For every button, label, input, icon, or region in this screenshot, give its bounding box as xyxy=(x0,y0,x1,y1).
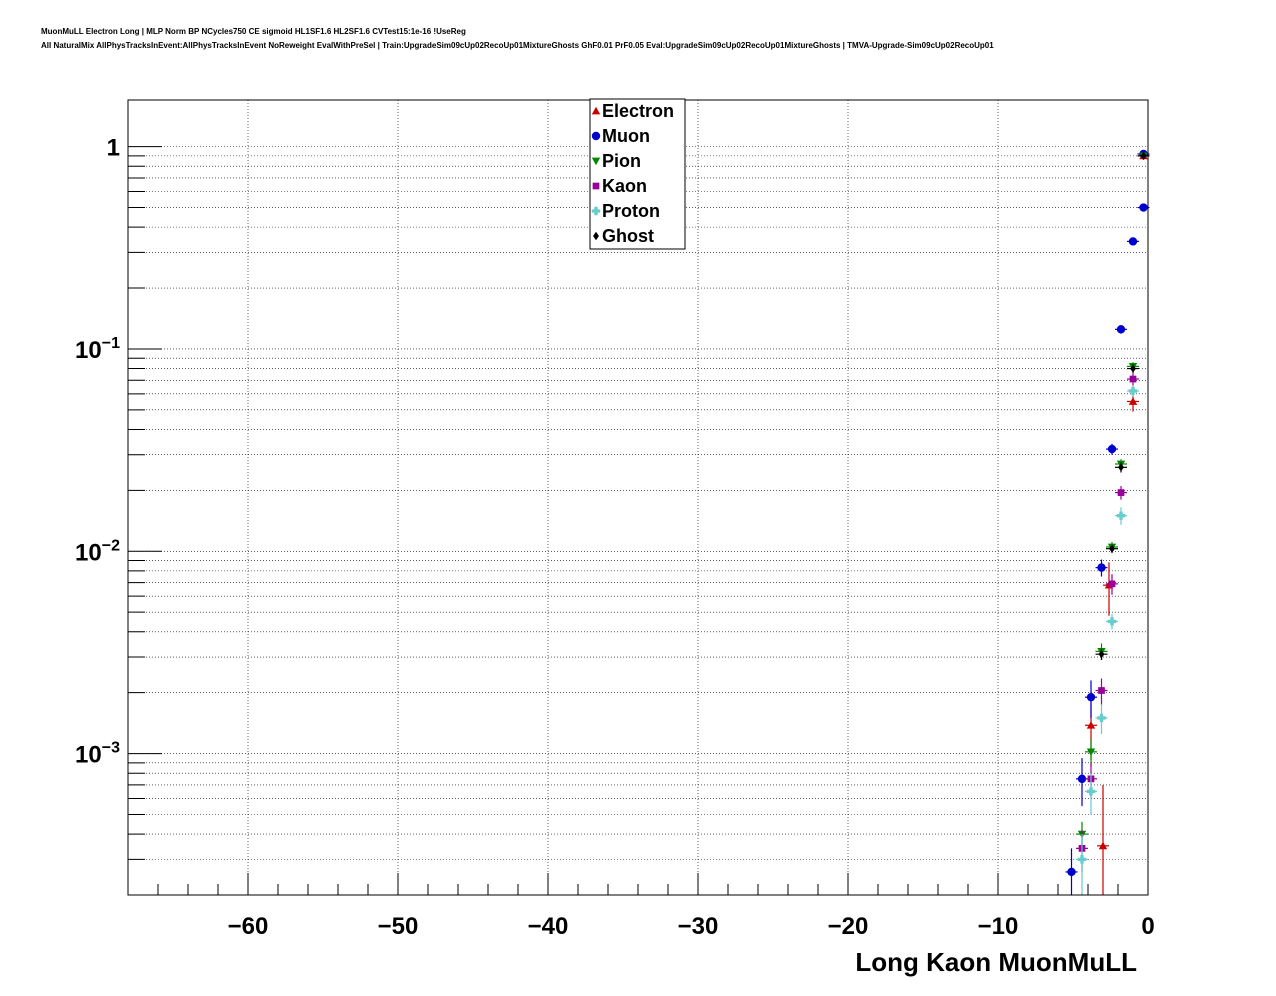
x-tick-label: −30 xyxy=(677,913,719,940)
x-tick-label: −40 xyxy=(527,913,569,940)
legend-item-proton[interactable] xyxy=(592,201,660,221)
x-tick-labels xyxy=(228,913,1155,940)
proton-data-point xyxy=(1117,511,1125,519)
y-tick-label: $10^{-3}$ xyxy=(75,739,120,769)
kaon-data-point xyxy=(1109,581,1116,588)
legend-marker-muon xyxy=(592,132,600,140)
kaon-data-point xyxy=(1118,489,1125,496)
y-tick-label: $10^{-2}$ xyxy=(75,537,120,567)
legend-item-electron[interactable] xyxy=(592,101,674,121)
series-electron xyxy=(1085,152,1150,895)
series-muon xyxy=(1066,150,1150,895)
series-kaon xyxy=(1076,373,1139,872)
muon-data-point xyxy=(1067,868,1075,876)
proton-data-point xyxy=(1108,617,1116,625)
muon-data-point xyxy=(1097,563,1105,571)
y-tick-label: 1 xyxy=(106,134,120,162)
y-tick-label: $10^{-1}$ xyxy=(75,334,120,364)
x-tick-label: −20 xyxy=(827,913,869,940)
muon-data-point xyxy=(1087,693,1095,701)
x-tick-label: −10 xyxy=(977,913,1019,940)
legend-marker-kaon xyxy=(593,183,600,190)
muon-data-point xyxy=(1078,775,1086,783)
muon-data-point xyxy=(1108,445,1116,453)
series-proton xyxy=(1076,385,1139,895)
legend[interactable] xyxy=(590,99,685,249)
proton-data-point xyxy=(1097,714,1105,722)
x-axis-title: Long Kaon MuonMuLL xyxy=(855,947,1137,977)
legend-item-ghost[interactable] xyxy=(593,226,654,246)
series-pion xyxy=(1076,153,1150,849)
muon-data-point xyxy=(1129,237,1137,245)
x-tick-label: 0 xyxy=(1141,913,1155,940)
chart-title-line-1: MuonMuLL Electron Long | MLP Norm BP NCycles750 CE sigmoid HL1SF1.6 HL2SF1.6 CVTest15:1e-16 !UseReg xyxy=(41,27,466,36)
x-tick-label: −50 xyxy=(377,913,419,940)
data-series xyxy=(1066,150,1150,895)
x-tick-label: −60 xyxy=(227,913,269,940)
muon-data-point xyxy=(1139,203,1147,211)
muon-data-point xyxy=(1117,325,1125,333)
legend-label-kaon: Kaon xyxy=(602,176,647,196)
proton-data-point xyxy=(1078,855,1086,863)
legend-label-electron: Electron xyxy=(602,101,675,121)
series-ghost xyxy=(1096,152,1150,660)
legend-label-muon: Muon xyxy=(602,126,650,146)
y-tick-labels xyxy=(75,135,120,769)
kaon-data-point xyxy=(1130,376,1137,383)
legend-label-ghost: Ghost xyxy=(602,226,654,246)
legend-label-proton: Proton xyxy=(602,201,660,221)
proton-data-point xyxy=(1087,787,1095,795)
legend-label-pion: Pion xyxy=(602,151,641,171)
chart-title-line-2: All NaturalMix AllPhysTracksInEvent:AllPhysTracksInEvent NoReweight EvalWithPreSel | Train:UpgradeSim09cUp02RecoUp01MixtureGhosts GhF0.01 PrF0.05 Eval:UpgradeSim09cUp02RecoUp01MixtureGhosts | TMVA-Upgrade-Sim09cUp02RecoUp01 xyxy=(41,41,994,50)
kaon-data-point xyxy=(1098,687,1105,694)
axis-ticks xyxy=(128,147,1148,895)
